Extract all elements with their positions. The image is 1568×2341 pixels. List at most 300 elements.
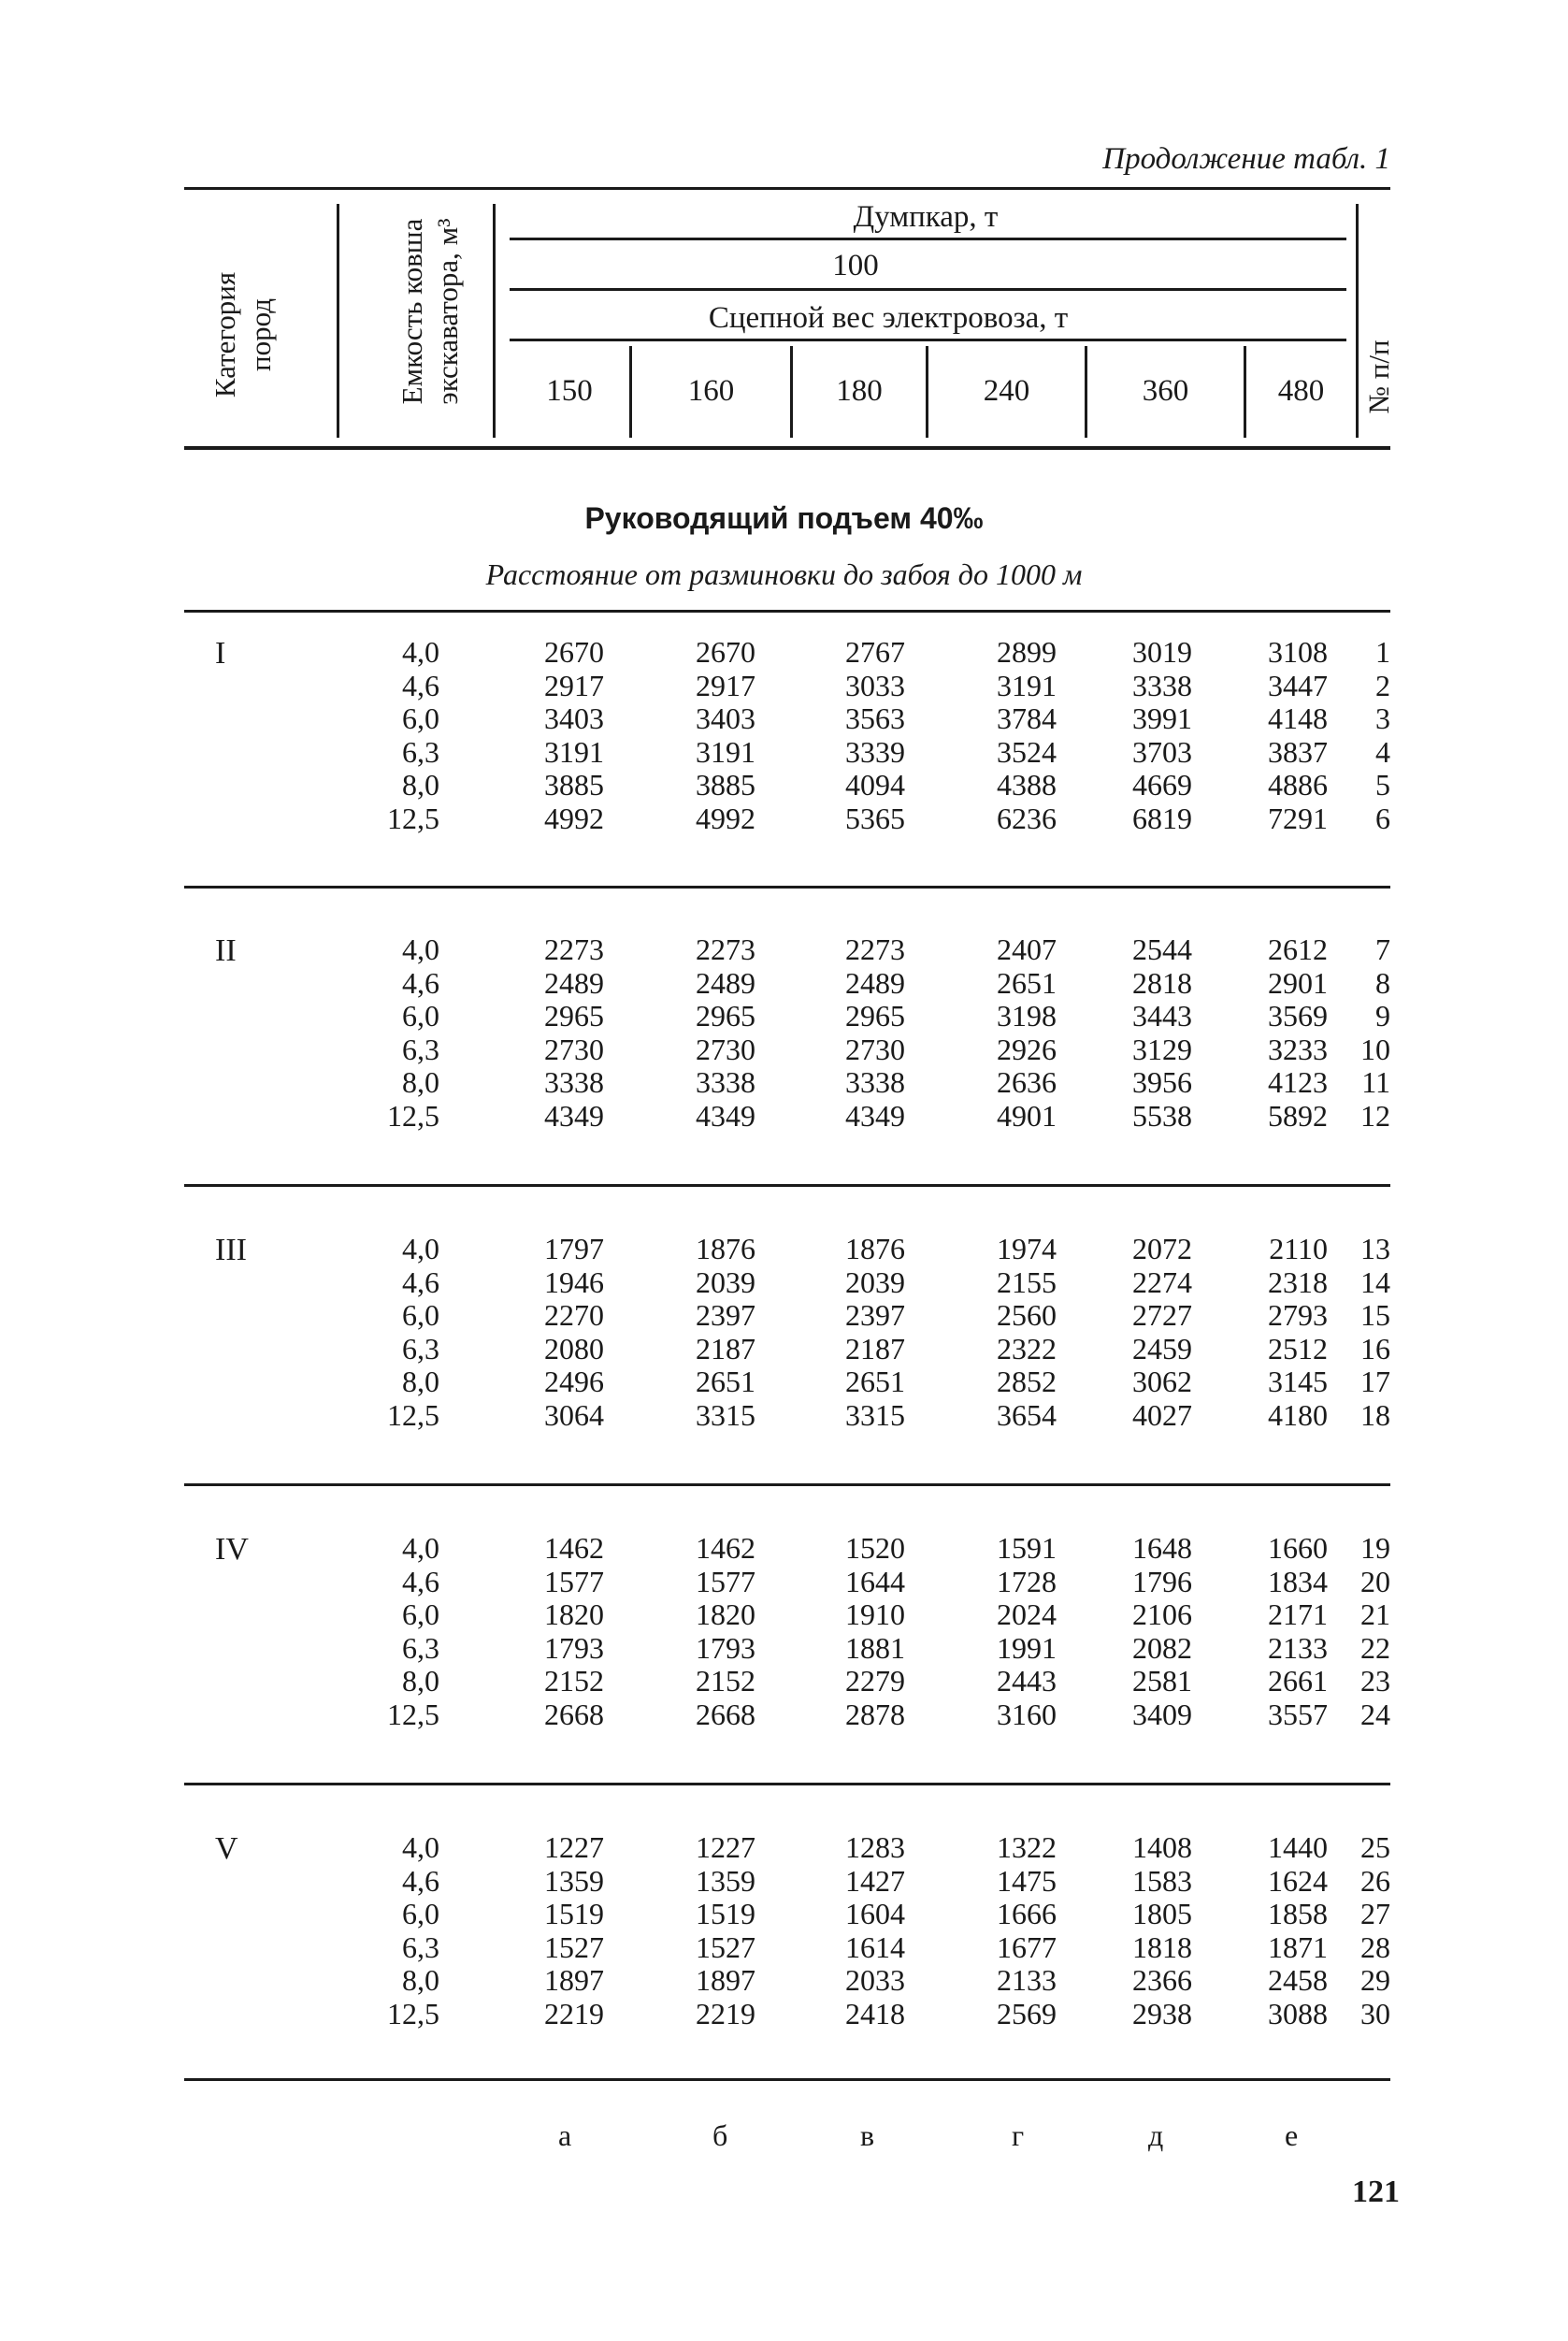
table-cell: 2133 [997,1963,1057,1997]
table-cell: 27 [1360,1897,1390,1930]
table-cell: 3885 [696,768,755,802]
table-cell: 1974 [997,1232,1057,1265]
table-cell: 2730 [845,1032,905,1066]
table-cell: 4,6 [402,1564,439,1598]
table-cell: 12,5 [387,801,439,835]
row-number-column [1360,1831,1390,2030]
table-cell: 3315 [696,1397,755,1432]
table-cell: 1577 [544,1564,604,1598]
table-cell: 5892 [1268,1098,1328,1133]
table-cell: 3108 [1268,635,1328,669]
table-cell: 2458 [1268,1963,1328,1997]
column-d [1132,1532,1192,1731]
table-cell: 3339 [845,734,905,769]
table-caption: Продолжение табл. 1 [1102,142,1390,176]
table-cell: 4901 [997,1098,1057,1133]
table-cell: 1793 [696,1630,755,1665]
table-cell: 2767 [845,635,905,669]
table-cell: 4,0 [402,635,439,669]
table-cell: 1577 [696,1564,755,1598]
table-cell: 1946 [544,1264,604,1299]
column-g [997,1831,1057,2030]
table-cell: 1440 [1268,1830,1328,1864]
header-rule-1 [510,238,1346,240]
table-cell: 6,0 [402,1298,439,1332]
footer-letter-v: в [860,2118,875,2152]
footer-letter-d: д [1148,2118,1164,2152]
table-cell: 6,0 [402,701,439,735]
table-cell: 3160 [997,1697,1057,1731]
table-cell: 5365 [845,801,905,835]
table-cell: 16 [1360,1331,1390,1366]
table-cell: 4,0 [402,1531,439,1565]
table-cell: 13 [1360,1232,1390,1265]
category-label: II [215,933,237,968]
table-cell: 9 [1375,999,1390,1033]
table-cell: 4148 [1268,701,1328,735]
table-cell: 1793 [544,1630,604,1665]
table-cell: 1797 [544,1232,604,1265]
table-cell: 3443 [1132,999,1192,1033]
table-cell: 3557 [1268,1697,1328,1731]
table-cell: 5 [1375,768,1390,802]
table-cell: 1805 [1132,1897,1192,1930]
header-category: Категория пород [209,271,277,398]
table-cell: 3563 [845,701,905,735]
table-cell: 1519 [696,1897,755,1930]
category-label: III [215,1233,247,1267]
table-cell: 6236 [997,801,1057,835]
header-divider-2 [493,204,496,438]
table-cell: 2612 [1268,932,1328,966]
table-cell: 4,0 [402,932,439,966]
table-cell: 2569 [997,1996,1057,2030]
bucket-column [387,1233,439,1432]
table-cell: 1820 [544,1597,604,1631]
column-g [997,1233,1057,1432]
table-cell: 12,5 [387,1697,439,1731]
row-number-column [1360,1233,1390,1432]
column-a [544,933,604,1133]
table-cell: 1644 [845,1564,905,1598]
table-cell: 1520 [845,1531,905,1565]
table-cell: 8,0 [402,768,439,802]
table-cell: 2279 [845,1664,905,1698]
column-e [1268,933,1328,1133]
table-cell: 3191 [544,734,604,769]
header-bottom-rule [184,446,1390,450]
table-cell: 8,0 [402,1065,439,1099]
table-cell: 2489 [845,965,905,1000]
row-number-column [1360,933,1390,1133]
table-cell: 26 [1360,1863,1390,1898]
table-cell: 29 [1360,1963,1390,1997]
table-cell: 12,5 [387,1996,439,2030]
table-cell: 2965 [696,999,755,1033]
table-cell: 2273 [544,932,604,966]
weight-160: 160 [687,374,735,408]
table-cell: 1624 [1268,1863,1328,1898]
column-a [544,636,604,835]
table-cell: 2878 [845,1697,905,1731]
table-cell: 1 [1375,635,1390,669]
table-cell: 3233 [1268,1032,1328,1066]
table-cell: 1871 [1268,1929,1328,1964]
table-cell: 6819 [1132,801,1192,835]
table-cell: 6,3 [402,1630,439,1665]
bucket-column [387,1831,439,2030]
table-cell: 3447 [1268,668,1328,702]
table-cell: 2670 [544,635,604,669]
table-cell: 4992 [696,801,755,835]
table-cell: 2152 [696,1664,755,1698]
table-cell: 6,3 [402,734,439,769]
table-cell: 1359 [696,1863,755,1898]
table-cell: 6,0 [402,999,439,1033]
column-b [696,933,755,1133]
table-cell: 2581 [1132,1664,1192,1698]
table-cell: 2397 [845,1298,905,1332]
table-cell: 1614 [845,1929,905,1964]
column-e [1268,636,1328,835]
table-cell: 1897 [544,1963,604,1997]
footer-letter-e: е [1285,2118,1299,2152]
table-cell: 2072 [1132,1232,1192,1265]
table-cell: 2187 [845,1331,905,1366]
table-cell: 28 [1360,1929,1390,1964]
table-cell: 2668 [696,1697,755,1731]
table-cell: 1408 [1132,1830,1192,1864]
table-cell: 3191 [696,734,755,769]
table-cell: 2397 [696,1298,755,1332]
table-cell: 10 [1360,1032,1390,1066]
group-separator-rule [184,1783,1390,1785]
table-cell: 1527 [696,1929,755,1964]
table-cell: 1519 [544,1897,604,1930]
header-loco-weight: Сцепной вес электровоза, т [708,301,1069,335]
table-cell: 2793 [1268,1298,1328,1332]
table-cell: 2322 [997,1331,1057,1366]
table-cell: 2661 [1268,1664,1328,1698]
column-e [1268,1831,1328,2030]
table-cell: 3885 [544,768,604,802]
table-cell: 3019 [1132,635,1192,669]
table-cell: 6,3 [402,1929,439,1964]
table-cell: 1583 [1132,1863,1192,1898]
table-cell: 3062 [1132,1365,1192,1398]
column-b [696,636,755,835]
table-cell: 2133 [1268,1630,1328,1665]
column-d [1132,933,1192,1133]
table-cell: 2274 [1132,1264,1192,1299]
table-cell: 2219 [696,1996,755,2030]
table-cell: 1728 [997,1564,1057,1598]
table-cell: 19 [1360,1531,1390,1565]
table-cell: 1677 [997,1929,1057,1964]
column-v [845,1831,905,2030]
column-v [845,1233,905,1432]
table-cell: 2926 [997,1032,1057,1066]
column-v [845,1532,905,1731]
table-cell: 4,6 [402,668,439,702]
table-cell: 1475 [997,1863,1057,1898]
table-cell: 3315 [845,1397,905,1432]
table-cell: 25 [1360,1830,1390,1864]
table-cell: 1660 [1268,1531,1328,1565]
table-cell: 17 [1360,1365,1390,1398]
table-cell: 3569 [1268,999,1328,1033]
table-cell: 4886 [1268,768,1328,802]
table-cell: 7291 [1268,801,1328,835]
table-cell: 2039 [845,1264,905,1299]
table-cell: 2024 [997,1597,1057,1631]
table-cell: 3 [1375,701,1390,735]
table-cell: 2110 [1269,1232,1328,1265]
table-cell: 20 [1360,1564,1390,1598]
table-cell: 1897 [696,1963,755,1997]
group-separator-rule [184,2078,1390,2081]
table-cell: 1876 [845,1232,905,1265]
category-label: I [215,636,226,671]
table-cell: 2 [1375,668,1390,702]
table-cell: 3064 [544,1397,604,1432]
table-cell: 2727 [1132,1298,1192,1332]
group-separator-rule [184,1184,1390,1187]
column-g [997,1532,1057,1731]
category-label: V [215,1831,238,1866]
table-cell: 6 [1375,801,1390,835]
table-cell: 2730 [696,1032,755,1066]
table-cell: 2080 [544,1331,604,1366]
table-cell: 2039 [696,1264,755,1299]
table-cell: 1462 [696,1531,755,1565]
table-cell: 2418 [845,1996,905,2030]
table-cell: 3088 [1268,1996,1328,2030]
table-cell: 12 [1360,1098,1390,1133]
table-cell: 2730 [544,1032,604,1066]
table-cell: 4027 [1132,1397,1192,1432]
column-d [1132,1831,1192,2030]
table-cell: 12,5 [387,1397,439,1432]
table-cell: 3956 [1132,1065,1192,1099]
table-cell: 3145 [1268,1365,1328,1398]
table-cell: 4,0 [402,1830,439,1864]
table-cell: 2668 [544,1697,604,1731]
table-cell: 2917 [696,668,755,702]
header-dumpcar-value: 100 [832,249,879,282]
footer-letter-a: а [558,2118,572,2152]
section-subtitle: Расстояние от разминовки до забоя до 1000 м [485,557,1083,591]
table-cell: 2152 [544,1664,604,1698]
column-e [1268,1233,1328,1432]
table-cell: 18 [1360,1397,1390,1432]
weight-480: 480 [1277,374,1325,408]
column-e [1268,1532,1328,1731]
column-a [544,1233,604,1432]
table-cell: 2171 [1268,1597,1328,1631]
table-cell: 4 [1375,734,1390,769]
column-a [544,1532,604,1731]
table-cell: 2033 [845,1963,905,1997]
table-cell: 11 [1361,1065,1390,1099]
table-cell: 2273 [696,932,755,966]
table-cell: 3338 [696,1065,755,1099]
weight-180: 180 [836,374,883,408]
table-cell: 15 [1360,1298,1390,1332]
table-cell: 4349 [845,1098,905,1133]
table-cell: 2852 [997,1365,1057,1398]
table-cell: 3033 [845,668,905,702]
category-label: IV [215,1532,249,1567]
table-cell: 1227 [696,1830,755,1864]
table-cell: 3784 [997,701,1057,735]
column-v [845,933,905,1133]
table-cell: 2443 [997,1664,1057,1698]
table-cell: 24 [1360,1697,1390,1731]
table-cell: 2407 [997,932,1057,966]
table-cell: 4094 [845,768,905,802]
table-cell: 1527 [544,1929,604,1964]
table-cell: 1227 [544,1830,604,1864]
column-d [1132,636,1192,835]
bucket-column [387,636,439,835]
table-cell: 1818 [1132,1929,1192,1964]
weight-360: 360 [1142,374,1189,408]
header-bucket: Емкость ковша экскаватора, м³ [396,218,464,405]
table-cell: 3338 [845,1065,905,1099]
table-cell: 3837 [1268,734,1328,769]
table-cell: 3338 [544,1065,604,1099]
table-cell: 2270 [544,1298,604,1332]
table-cell: 1427 [845,1863,905,1898]
table-cell: 2366 [1132,1963,1192,1997]
column-g [997,933,1057,1133]
table-cell: 8 [1375,965,1390,1000]
table-cell: 2082 [1132,1630,1192,1665]
weight-240: 240 [983,374,1030,408]
table-cell: 1648 [1132,1531,1192,1565]
table-cell: 3129 [1132,1032,1192,1066]
table-cell: 2651 [845,1365,905,1398]
table-cell: 2106 [1132,1597,1192,1631]
table-cell: 1604 [845,1897,905,1930]
table-cell: 2489 [696,965,755,1000]
table-cell: 4123 [1268,1065,1328,1099]
header-divider-3 [1356,204,1359,438]
table-cell: 2651 [997,965,1057,1000]
table-cell: 1881 [845,1630,905,1665]
table-cell: 2651 [696,1365,755,1398]
footer-letter-b: б [712,2118,728,2152]
table-cell: 22 [1360,1630,1390,1665]
table-cell: 1834 [1268,1564,1328,1598]
column-b [696,1233,755,1432]
table-cell: 4669 [1132,768,1192,802]
table-cell: 2273 [845,932,905,966]
table-cell: 2560 [997,1298,1057,1332]
table-cell: 1359 [544,1863,604,1898]
table-cell: 8,0 [402,1963,439,1997]
table-cell: 1666 [997,1897,1057,1930]
table-cell: 2459 [1132,1331,1192,1366]
bucket-column [387,933,439,1133]
table-cell: 1876 [696,1232,755,1265]
table-cell: 1858 [1268,1897,1328,1930]
table-cell: 2187 [696,1331,755,1366]
table-cell: 8,0 [402,1365,439,1398]
table-cell: 2544 [1132,932,1192,966]
table-cell: 2489 [544,965,604,1000]
table-cell: 2496 [544,1365,604,1398]
table-cell: 3403 [696,701,755,735]
table-cell: 3654 [997,1397,1057,1432]
table-cell: 2917 [544,668,604,702]
table-cell: 3403 [544,701,604,735]
table-cell: 2899 [997,635,1057,669]
table-cell: 8,0 [402,1664,439,1698]
table-cell: 23 [1360,1664,1390,1698]
table-cell: 3338 [1132,668,1192,702]
table-cell: 6,0 [402,1597,439,1631]
group-separator-rule [184,1483,1390,1486]
table-cell: 1991 [997,1630,1057,1665]
table-cell: 4,6 [402,965,439,1000]
header-rule-3 [510,339,1346,341]
row-number-column [1375,636,1390,835]
table-cell: 4388 [997,768,1057,802]
header-divider-1 [337,204,339,438]
table-cell: 1820 [696,1597,755,1631]
table-cell: 1591 [997,1531,1057,1565]
header-top-rule [184,187,1390,190]
table-cell: 1796 [1132,1564,1192,1598]
column-d [1132,1233,1192,1432]
section-top-rule [184,610,1390,613]
table-cell: 30 [1360,1996,1390,2030]
table-cell: 2670 [696,635,755,669]
header-rule-2 [510,288,1346,291]
table-cell: 2901 [1268,965,1328,1000]
table-cell: 1283 [845,1830,905,1864]
table-cell: 3991 [1132,701,1192,735]
weight-150: 150 [546,374,593,408]
table-cell: 12,5 [387,1098,439,1133]
table-cell: 3198 [997,999,1057,1033]
table-cell: 3191 [997,668,1057,702]
table-cell: 1322 [997,1830,1057,1864]
header-number: № п/п [1362,340,1395,414]
table-cell: 6,3 [402,1331,439,1366]
column-a [544,1831,604,2030]
row-number-column [1360,1532,1390,1731]
table-cell: 6,0 [402,1897,439,1930]
table-cell: 6,3 [402,1032,439,1066]
table-cell: 3409 [1132,1697,1192,1731]
table-cell: 4,6 [402,1264,439,1299]
table-cell: 2965 [544,999,604,1033]
table-cell: 21 [1360,1597,1390,1631]
table-cell: 2219 [544,1996,604,2030]
table-cell: 3524 [997,734,1057,769]
table-cell: 4180 [1268,1397,1328,1432]
table-cell: 2155 [997,1264,1057,1299]
table-cell: 1910 [845,1597,905,1631]
table-cell: 5538 [1132,1098,1192,1133]
table-cell: 3703 [1132,734,1192,769]
table-cell: 4992 [544,801,604,835]
table-cell: 2818 [1132,965,1192,1000]
column-g [997,636,1057,835]
